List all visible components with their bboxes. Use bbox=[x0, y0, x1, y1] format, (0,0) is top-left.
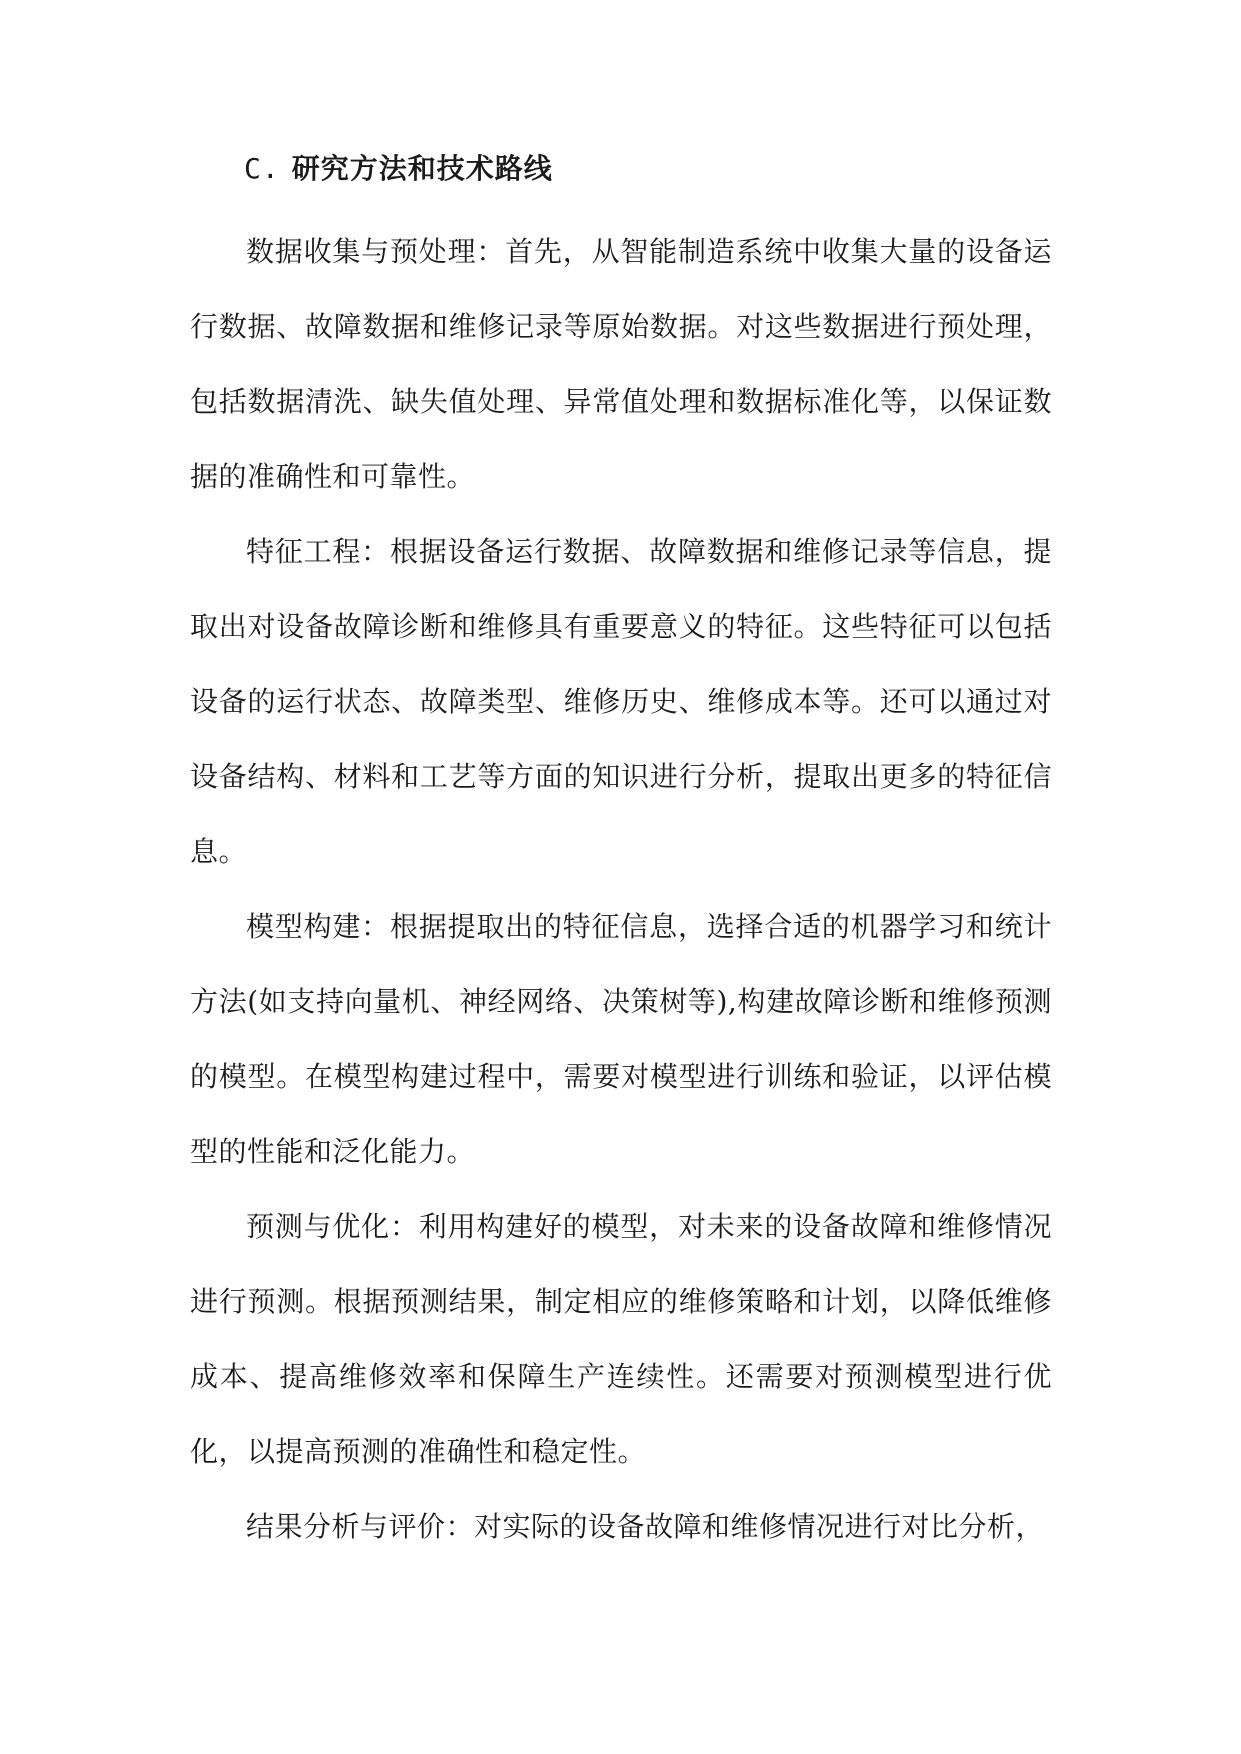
section-title: 研究方法和技术路线 bbox=[291, 152, 553, 185]
section-number: C. bbox=[244, 152, 280, 185]
paragraph-result-analysis: 结果分析与评价：对实际的设备故障和维修情况进行对比分析， bbox=[246, 1510, 1045, 1543]
paragraph-prediction-optimization: 预测与优化：利用构建好的模型，对未来的设备故障和维修情况进行预测。根据预测结果，制定相应的维修策略和计划，以降低维修成本、提高维修效率和保障生产连续性。还需要对预测模型进行优化，以提高预测的准确性和稳定性。 bbox=[190, 1210, 1052, 1468]
paragraph-feature-engineering: 特征工程：根据设备运行数据、故障数据和维修记录等信息，提取出对设备故障诊断和维修具有重要意义的特征。这些特征可以包括设备的运行状态、故障类型、维修历史、维修成本等。还可以通过对设备结构、材料和工艺等方面的知识进行分析，提取出更多的特征信息。 bbox=[190, 535, 1052, 868]
section-heading bbox=[190, 138, 1052, 200]
page-content bbox=[190, 138, 1052, 1564]
paragraph-data-collection: 数据收集与预处理：首先，从智能制造系统中收集大量的设备运行数据、故障数据和维修记录等原始数据。对这些数据进行预处理，包括数据清洗、缺失值处理、异常值处理和数据标准化等，以保证数据的准确性和可靠性。 bbox=[190, 235, 1052, 493]
paragraph-model-building: 模型构建：根据提取出的特征信息，选择合适的机器学习和统计方法(如支持向量机、神经网络、决策树等),构建故障诊断和维修预测的模型。在模型构建过程中，需要对模型进行训练和验证，以评估模型的性能和泛化能力。 bbox=[190, 910, 1052, 1168]
